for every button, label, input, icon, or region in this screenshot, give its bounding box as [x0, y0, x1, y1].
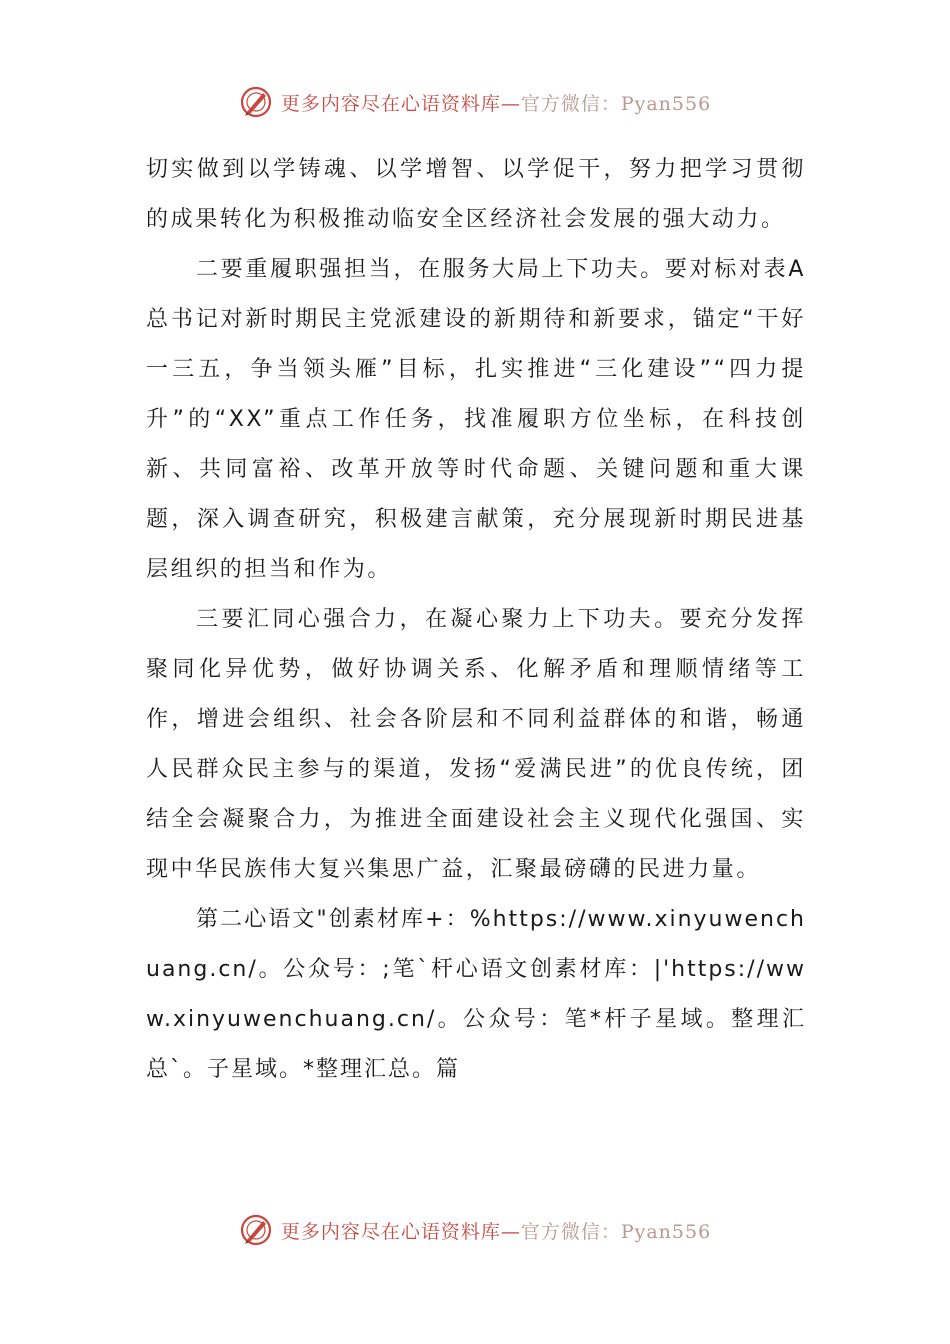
banner-title	[281, 89, 711, 116]
document-body	[146, 145, 806, 1095]
paragraph-1: 切实做到以学铸魂、以学增智、以学促干，努力把学习贯彻的成果转化为积极推动临安全区经济社会发展的强大动力。	[146, 157, 806, 232]
paragraph-2: 二要重履职强担当，在服务大局上下功夫。要对标对表A总书记对新时期民主党派建设的新期待和新要求，锚定“干好一三五，争当领头雁”目标，扎实推进“三化建设”“四力提升”的“XX”重点工作任务，找准履职方位坐标，在科技创新、共同富裕、改革开放等时代命题、关键问题和重大课题，深入调查研究，积极建言献策，充分展现新时期民进基层组织的担当和作为。	[146, 257, 806, 582]
footer-title-main: 更多内容尽在心语资料库—	[280, 1220, 521, 1243]
pen-logo-icon	[239, 1213, 273, 1247]
banner-title-main: 更多内容尽在心语资料库—	[280, 92, 521, 115]
paragraph-3: 三要汇同心强合力，在凝心聚力上下功夫。要充分发挥聚同化异优势，做好协调关系、化解矛盾和理顺情绪等工作，增进会组织、社会各阶层和不同利益群体的和谐，畅通人民群众民主参与的渠道，发扬“爱满民进”的优良传统，团结全会凝聚合力，为推进全面建设社会主义现代化强国、实现中华民族伟大复兴集思广益，汇聚最磅礴的民进力量。	[146, 607, 806, 882]
paragraph-4: 第二心语文"创素材库+：%https://www.xinyuwenchuang.cn/。公众号：;笔`杆心语文创素材库：|'https://www.xinyuwenchuang.cn/。公众号：笔*杆子星域。整理汇总`。子星域。*整理汇总。篇	[146, 907, 806, 1082]
banner-wechat: 官方微信：Pyan556	[520, 92, 712, 115]
footer-title	[281, 1217, 711, 1244]
header-banner	[0, 82, 950, 122]
pen-logo-icon	[239, 85, 273, 119]
footer-banner	[0, 1210, 950, 1250]
footer-wechat: 官方微信：Pyan556	[520, 1220, 712, 1243]
